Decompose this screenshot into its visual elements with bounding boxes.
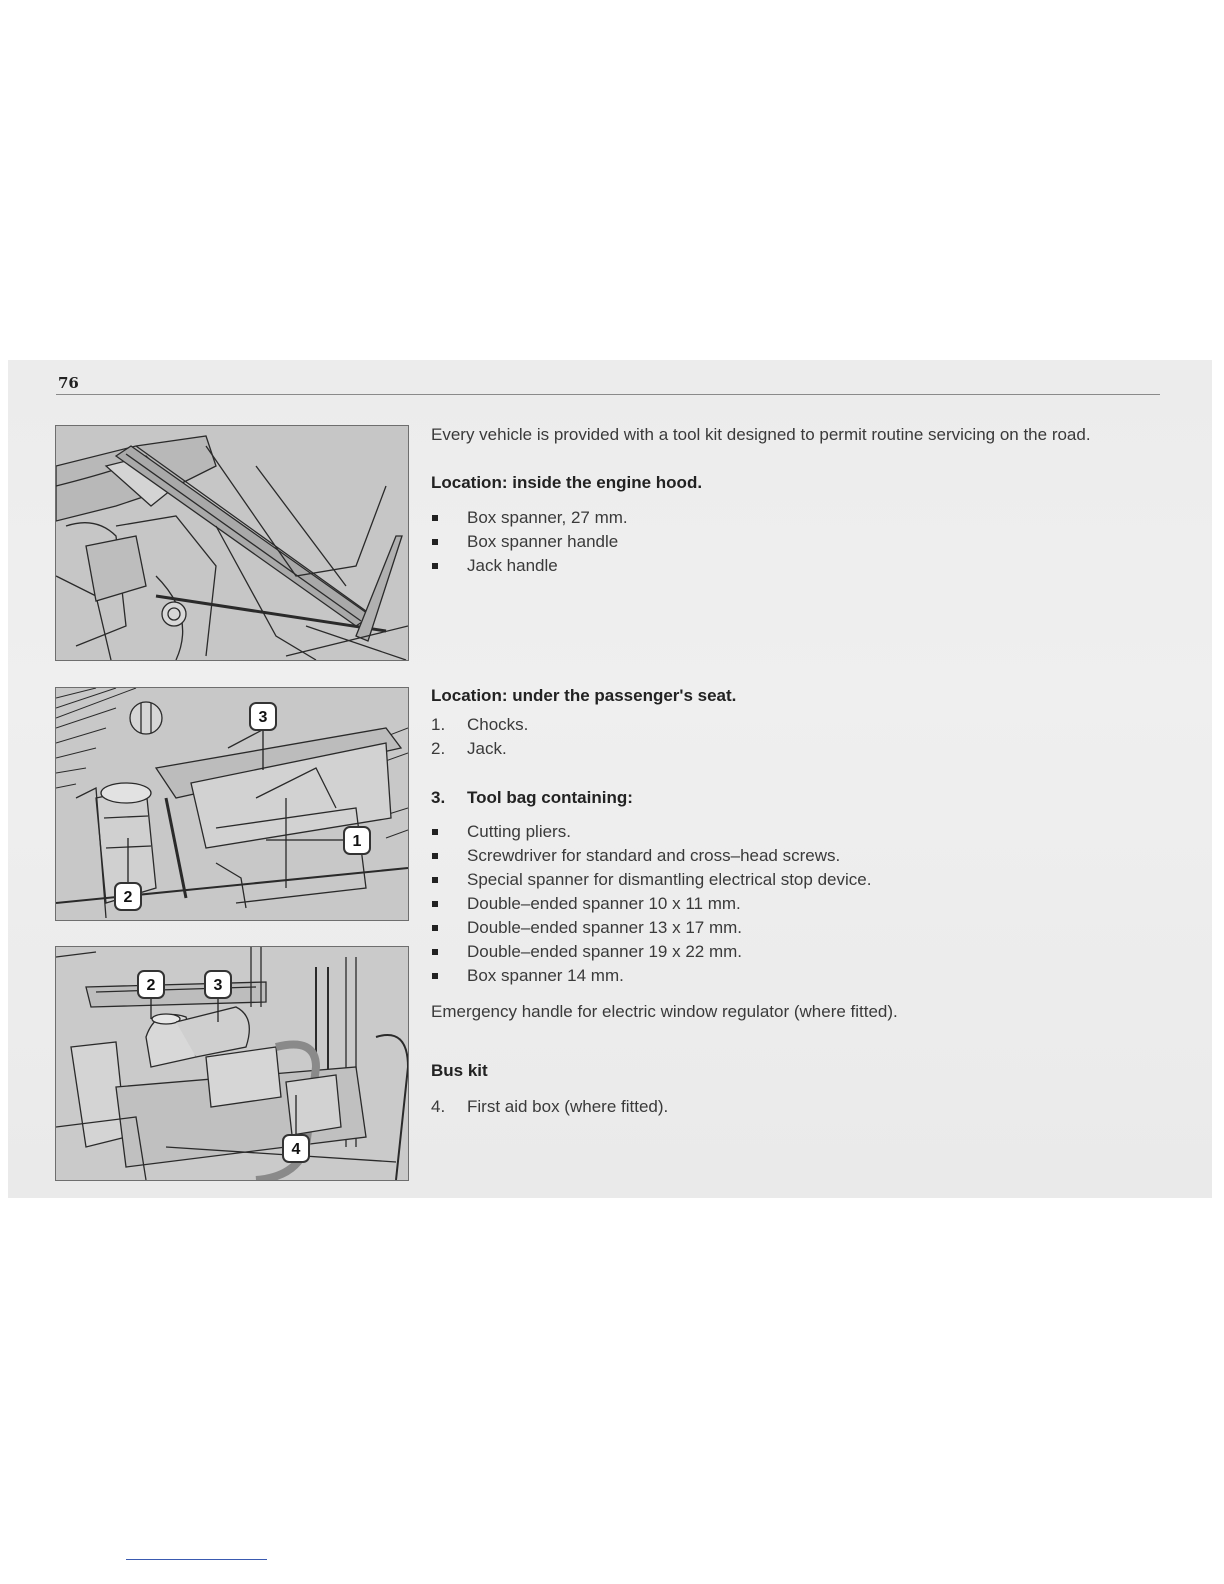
svg-text:1: 1 (352, 833, 362, 850)
item-text: First aid box (where fitted). (467, 1097, 669, 1116)
passenger-seat-illustration (55, 687, 409, 921)
hood-tool-list (431, 506, 628, 578)
item-number: 1. (431, 715, 446, 734)
list-item: Cutting pliers. (431, 820, 871, 844)
svg-text:4: 4 (291, 1141, 301, 1158)
callout-2-badge (138, 971, 164, 998)
callout-3-badge (205, 971, 231, 998)
intro-paragraph: Every vehicle is provided with a tool kit designed to permit routine servicing on the road. (431, 425, 1091, 444)
svg-text:3: 3 (213, 977, 223, 994)
hood-heading: Location: inside the engine hood. (431, 473, 703, 492)
item-number: 4. (431, 1097, 446, 1116)
item-number: 3. (431, 788, 446, 807)
page-number: 76 (58, 374, 79, 392)
list-item (431, 713, 528, 737)
list-item: Box spanner 14 mm. (431, 964, 871, 988)
engine-hood-illustration (55, 425, 409, 661)
callout-2-badge (115, 883, 141, 910)
emergency-handle-note: Emergency handle for electric window regulator (where fitted). (431, 1002, 898, 1021)
callout-1-badge (344, 827, 370, 854)
bus-kit-illustration (55, 946, 409, 1181)
list-item: Box spanner, 27 mm. (431, 506, 628, 530)
seat-item-list (431, 713, 528, 761)
list-item: Double–ended spanner 10 x 11 mm. (431, 892, 871, 916)
toolbag-heading (431, 786, 633, 810)
list-item: Box spanner handle (431, 530, 628, 554)
toolbag-title: Tool bag containing: (467, 788, 633, 807)
bus-kit-heading: Bus kit (431, 1061, 488, 1080)
list-item: Screwdriver for standard and cross–head screws. (431, 844, 871, 868)
header-rule (56, 394, 1160, 395)
svg-text:2: 2 (146, 977, 156, 994)
callout-4-badge (283, 1135, 309, 1162)
svg-text:2: 2 (123, 889, 133, 906)
list-item: Special spanner for dismantling electrical stop device. (431, 868, 871, 892)
seat-heading: Location: under the passenger's seat. (431, 686, 737, 705)
list-item (431, 1095, 668, 1119)
footer-rule (126, 1559, 267, 1560)
list-item (431, 737, 528, 761)
item-number: 2. (431, 739, 446, 758)
list-item: Double–ended spanner 13 x 17 mm. (431, 916, 871, 940)
item-text: Jack. (467, 739, 507, 758)
list-item: Jack handle (431, 554, 628, 578)
list-item (431, 786, 633, 810)
svg-text:3: 3 (258, 709, 268, 726)
bus-kit-list (431, 1095, 668, 1119)
list-item: Double–ended spanner 19 x 22 mm. (431, 940, 871, 964)
toolbag-list (431, 820, 871, 988)
callout-3-badge (250, 703, 276, 730)
item-text: Chocks. (467, 715, 529, 734)
